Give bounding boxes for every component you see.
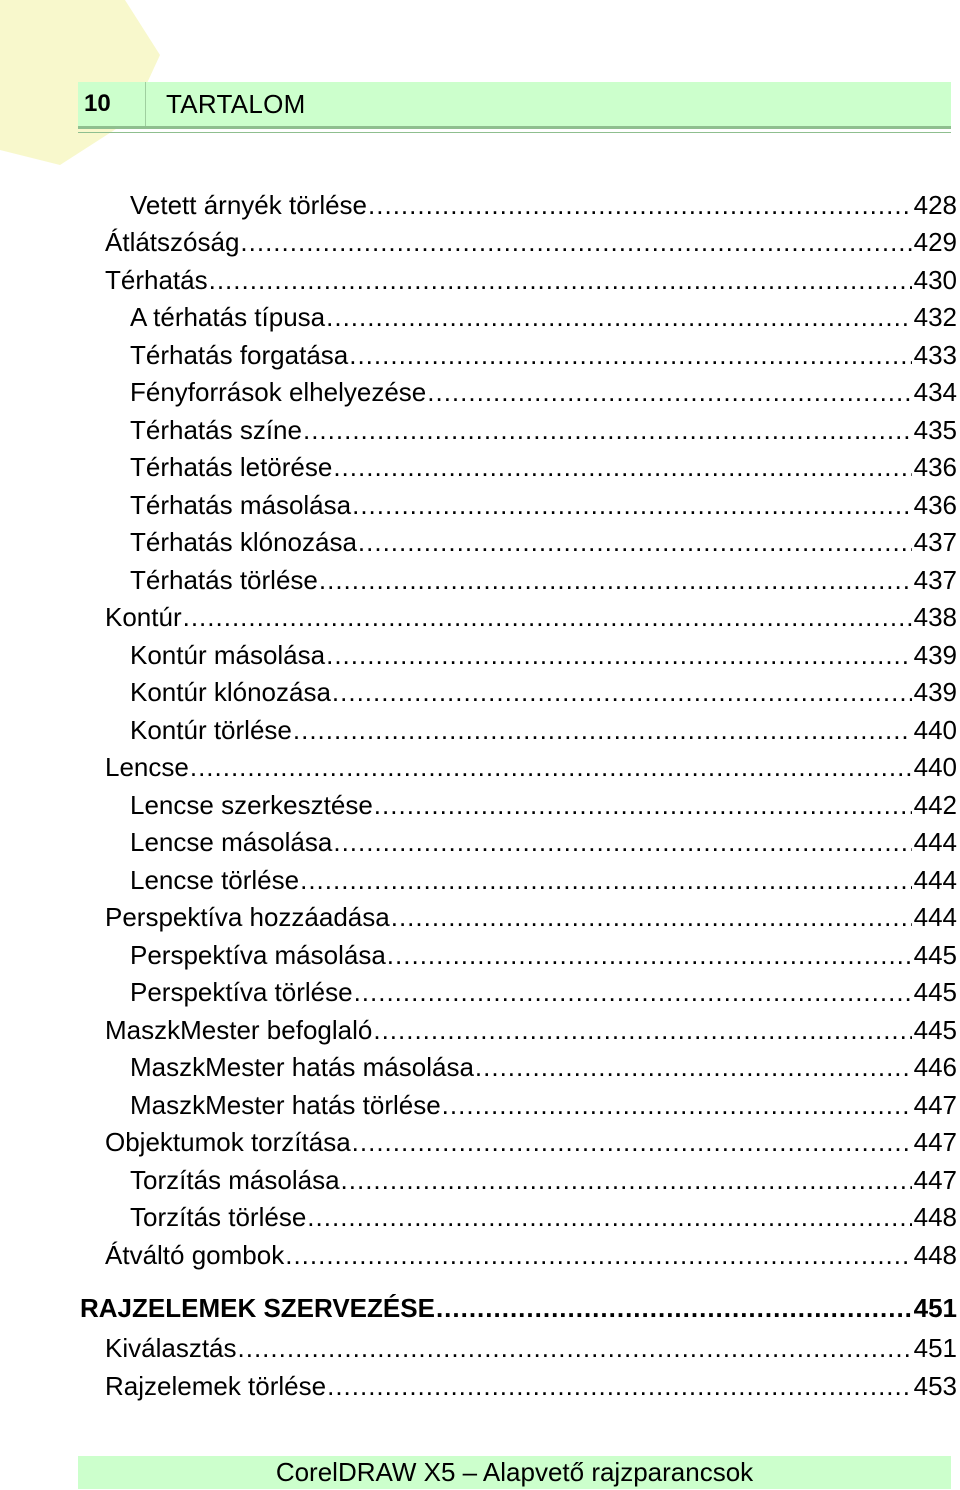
toc-entry-title: Fényforrások elhelyezése [130, 377, 427, 407]
toc-leader-dots [352, 1124, 912, 1161]
toc-leader-dots [333, 449, 911, 486]
toc-entry-page: 447 [913, 1127, 957, 1157]
toc-entry-page: 453 [913, 1371, 957, 1401]
toc-leader-dots [319, 562, 912, 599]
toc-entry-title: Vetett árnyék törlése [130, 190, 368, 220]
toc-entry [130, 187, 957, 224]
toc-entry-title: Perspektíva hozzáadása [105, 902, 390, 932]
toc-leader-dots [442, 1087, 912, 1124]
toc-entry-page: 429 [913, 227, 957, 257]
toc-entry-page: 445 [913, 977, 957, 1007]
toc-entry [130, 562, 957, 599]
toc-entry-title: Lencse törlése [130, 865, 300, 895]
chapter-title: TARTALOM [166, 88, 306, 119]
toc-entry-page: 430 [913, 265, 957, 295]
toc-entry [130, 449, 957, 486]
toc-leader-dots [427, 374, 911, 411]
toc-entry [130, 787, 957, 824]
toc-entry-title: Torzítás törlése [130, 1202, 307, 1232]
toc-entry-page: 439 [913, 677, 957, 707]
toc-leader-dots [300, 862, 912, 899]
toc-entry-page: 432 [913, 302, 957, 332]
toc-leader-dots [436, 1290, 912, 1327]
toc-entry [130, 299, 957, 336]
toc-leader-dots [190, 749, 912, 786]
toc-entry-title: Rajzelemek törlése [105, 1371, 327, 1401]
toc-entry [130, 412, 957, 449]
toc-entry-page: 442 [913, 790, 957, 820]
toc-entry [130, 1049, 957, 1086]
toc-entry-page: 451 [913, 1293, 957, 1323]
toc-entry [130, 712, 957, 749]
toc-leader-dots [183, 599, 912, 636]
toc-entry-page: 445 [913, 1015, 957, 1045]
toc-entry [130, 674, 957, 711]
page-footer [78, 1456, 951, 1489]
toc-entry [130, 824, 957, 861]
toc-entry [105, 1237, 957, 1274]
toc-entry-page: 448 [913, 1240, 957, 1270]
toc-entry-page: 447 [913, 1090, 957, 1120]
toc-entry-page: 436 [913, 490, 957, 520]
toc-leader-dots [240, 224, 911, 261]
toc-leader-dots [307, 1199, 911, 1236]
toc-entry-page: 445 [913, 940, 957, 970]
toc-entry [105, 224, 957, 261]
toc-leader-dots [358, 524, 912, 561]
toc-leader-dots [374, 787, 912, 824]
toc-entry-page: 437 [913, 527, 957, 557]
toc-entry-title: Kontúr klónozása [130, 677, 331, 707]
toc-leader-dots [326, 299, 911, 336]
toc-leader-dots [332, 674, 912, 711]
toc-entry-title: Átváltó gombok [105, 1240, 285, 1270]
toc-entry-title: Lencse [105, 752, 189, 782]
toc-entry-title: A térhatás típusa [130, 302, 326, 332]
toc-entry-page: 436 [913, 452, 957, 482]
toc-entry [105, 262, 957, 299]
toc-leader-dots [341, 1162, 912, 1199]
footer-text: CorelDRAW X5 – Alapvető rajzparancsok [275, 1457, 754, 1487]
toc-entry [130, 974, 957, 1011]
toc-entry-title: Térhatás színe [130, 415, 302, 445]
toc-entry-title: MaszkMester hatás másolása [130, 1052, 474, 1082]
toc-leader-dots [373, 1012, 911, 1049]
toc-entry [105, 749, 957, 786]
toc-leader-dots [326, 637, 912, 674]
toc-entry [105, 899, 957, 936]
toc-entry-page: 444 [913, 865, 957, 895]
toc-leader-dots [238, 1330, 912, 1367]
toc-entry-page: 439 [913, 640, 957, 670]
toc-entry-page: 444 [913, 827, 957, 857]
toc-entry-page: 433 [913, 340, 957, 370]
toc-entry-page: 438 [913, 602, 957, 632]
toc-entry-page: 437 [913, 565, 957, 595]
toc-leader-dots [209, 262, 912, 299]
toc-entry-title: Térhatás törlése [130, 565, 318, 595]
toc-entry [105, 599, 957, 636]
toc-entry-title: Térhatás forgatása [130, 340, 349, 370]
toc-leader-dots [333, 824, 911, 861]
toc-leader-dots [352, 487, 912, 524]
toc-entry-title: Perspektíva másolása [130, 940, 386, 970]
toc-entry [130, 637, 957, 674]
toc-entry [130, 1087, 957, 1124]
toc-entry-page: 440 [913, 752, 957, 782]
toc-leader-dots [349, 337, 911, 374]
toc-entry-page: 435 [913, 415, 957, 445]
toc-entry [105, 1330, 957, 1367]
toc-leader-dots [327, 1368, 912, 1405]
toc-entry-title: Objektumok torzítása [105, 1127, 351, 1157]
toc-entry-title: Kontúr másolása [130, 640, 326, 670]
toc-leader-dots [391, 899, 912, 936]
toc-entry-page: 434 [913, 377, 957, 407]
toc-entry [130, 337, 957, 374]
toc-entry-page: 446 [913, 1052, 957, 1082]
toc-entry [105, 1368, 957, 1405]
toc-entry-title: Perspektíva törlése [130, 977, 353, 1007]
toc-entry-title: Kontúr [105, 602, 182, 632]
toc-entry [130, 374, 957, 411]
toc-entry [105, 1012, 957, 1049]
toc-entry-title: Térhatás másolása [130, 490, 352, 520]
toc-entry-title: RAJZELEMEK SZERVEZÉSE [80, 1293, 435, 1323]
toc-entry-title: Térhatás letörése [130, 452, 333, 482]
toc-entry-title: Torzítás másolása [130, 1165, 340, 1195]
toc-entry-title: MaszkMester hatás törlése [130, 1090, 441, 1120]
toc-entry [130, 524, 957, 561]
toc-entry-title: Kontúr törlése [130, 715, 292, 745]
page-header [78, 82, 951, 129]
toc-entry-title: Térhatás [105, 265, 208, 295]
toc-entry-title: Lencse másolása [130, 827, 333, 857]
toc-entry [130, 1199, 957, 1236]
toc-entry-title: MaszkMester befoglaló [105, 1015, 373, 1045]
toc-leader-dots [303, 412, 912, 449]
toc-entry-page: 444 [913, 902, 957, 932]
toc-leader-dots [285, 1237, 911, 1274]
toc-entry-page: 447 [913, 1165, 957, 1195]
toc-entry [80, 1290, 957, 1327]
toc-entry-title: Átlátszóság [105, 227, 240, 257]
toc-entry-page: 440 [913, 715, 957, 745]
toc-entry [105, 1124, 957, 1161]
toc-entry-page: 428 [913, 190, 957, 220]
page-number: 10 [78, 82, 146, 126]
toc-entry-title: Lencse szerkesztése [130, 790, 373, 820]
toc-entry-page: 451 [913, 1333, 957, 1363]
toc-entry [130, 937, 957, 974]
toc-entry-title: Térhatás klónozása [130, 527, 357, 557]
toc-leader-dots [293, 712, 912, 749]
toc-entry [130, 487, 957, 524]
toc-entry-title: Kiválasztás [105, 1333, 237, 1363]
toc-leader-dots [475, 1049, 912, 1086]
toc-entry [130, 862, 957, 899]
toc-leader-dots [368, 187, 912, 224]
toc-leader-dots [387, 937, 912, 974]
toc-entry [130, 1162, 957, 1199]
toc-entry-page: 448 [913, 1202, 957, 1232]
toc-leader-dots [354, 974, 912, 1011]
